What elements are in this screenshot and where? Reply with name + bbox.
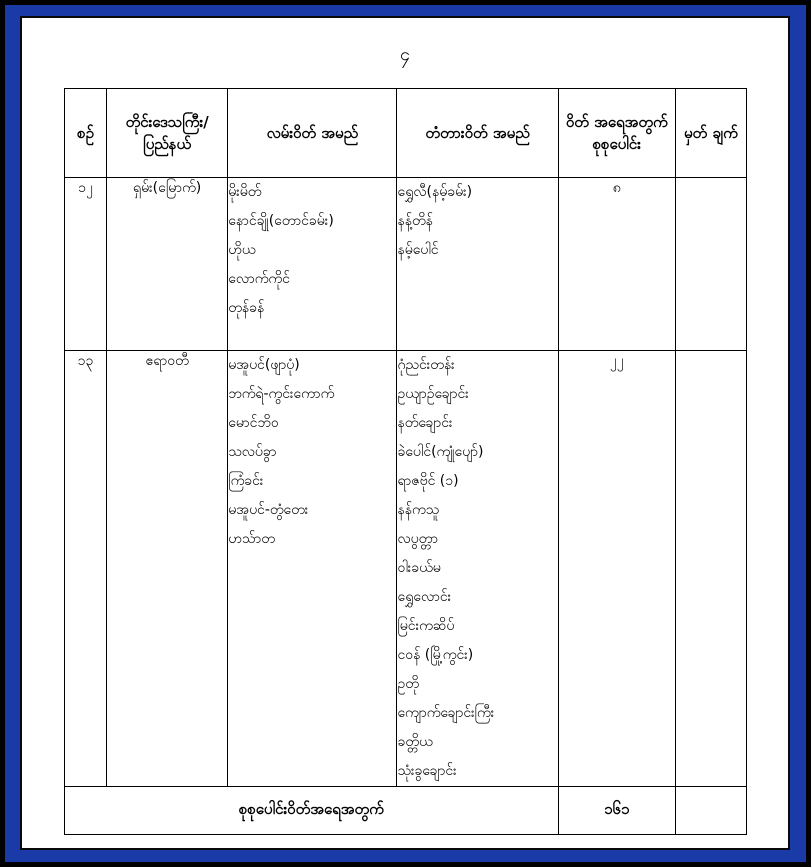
list-item: ကျောက်ချောင်းကြီး: [397, 705, 495, 721]
list-item: နန့်တိန်: [397, 213, 433, 229]
data-table: [64, 88, 747, 835]
list-item: ကြံခင်း: [228, 473, 264, 489]
row-count: ၈: [558, 178, 675, 351]
page-number: ၄: [399, 44, 411, 65]
list-item: ခတ္တိယ: [397, 734, 433, 750]
total-remark: [675, 787, 746, 835]
list-item: နောင်ချို(တောင်ခမ်း): [228, 213, 334, 229]
table-row: [65, 351, 747, 787]
row-tribe-list: [397, 178, 558, 351]
total-label: စုစုပေါင်းဝိတ်အရေအတွက်: [65, 787, 559, 835]
row-region: ဧရာဝတီ: [107, 351, 228, 787]
list-item: နန်ကသူ: [397, 502, 440, 518]
total-value: ၁၆၁: [558, 787, 675, 835]
row-count: ၂၂: [558, 351, 675, 787]
list-item: မောင်ဘိဝ: [228, 415, 279, 431]
list-item: ဥယျာဉ်ချောင်း: [397, 386, 469, 402]
list-item: ဥတို: [397, 676, 419, 692]
list-item: ခဲပေါင်(ကျုံပျော်): [397, 444, 484, 460]
list-item: ငဝန် (မြို့ကွင်း): [397, 647, 474, 663]
row-no: ၁၃: [65, 351, 107, 787]
list-item: လပွတ္တာ: [397, 531, 438, 547]
row-region: ရှမ်း(မြောက်): [107, 178, 228, 351]
list-item: ဟိုယ: [228, 242, 256, 258]
table-row: [65, 178, 747, 351]
row-group-list: [228, 351, 397, 787]
list-item: ဂုံညင်းတန်း: [397, 357, 455, 373]
list-item: သလပ်ခွာ: [228, 444, 277, 460]
list-item: လောက်ကိုင်: [228, 271, 290, 287]
list-item: ရွှေလောင်း: [397, 589, 452, 605]
list-item: ဟသ်ာတ: [228, 531, 275, 547]
list-item: မိုးမိတ်: [228, 184, 262, 200]
table-header-row: [65, 89, 747, 178]
list-item: ရာဇဗိုင် (၁): [397, 473, 459, 489]
row-tribe-list: [397, 351, 558, 787]
list-item: ရွှေလီ(နမ့်ခမ်း): [397, 184, 473, 200]
total-row: [65, 787, 747, 835]
header-tribe: တံတားဝိတ် အမည်: [397, 89, 558, 178]
row-no: ၁၂: [65, 178, 107, 351]
list-item: ဘက်ရဲ-ကွင်းကောက်: [228, 386, 335, 402]
header-region: တိုင်းဒေသကြီး/ ပြည်နယ်: [107, 89, 228, 178]
list-item: သုံးခွချောင်း: [397, 763, 457, 779]
row-remark: [675, 178, 746, 351]
header-no: စဉ်: [65, 89, 107, 178]
header-remark: မှတ် ချက်: [675, 89, 746, 178]
list-item: ဝါးခယ်မ: [397, 560, 441, 576]
list-item: မြင်းကဆိပ်: [397, 618, 455, 634]
header-count: ဝိတ် အရေအတွက် စုစုပေါင်း: [558, 89, 675, 178]
row-group-list: [228, 178, 397, 351]
list-item: မအူပင်(ဖျာပုံ): [228, 357, 300, 373]
header-group: လမ်းဝိတ် အမည်: [228, 89, 397, 178]
list-item: တုန်ခန်: [228, 300, 265, 316]
document-page: [22, 18, 788, 848]
list-item: မအူပင်-တွံတေး: [228, 502, 309, 518]
list-item: နတ်ချောင်း: [397, 415, 453, 431]
list-item: နမ့်ပေါင်: [397, 242, 439, 258]
row-remark: [675, 351, 746, 787]
